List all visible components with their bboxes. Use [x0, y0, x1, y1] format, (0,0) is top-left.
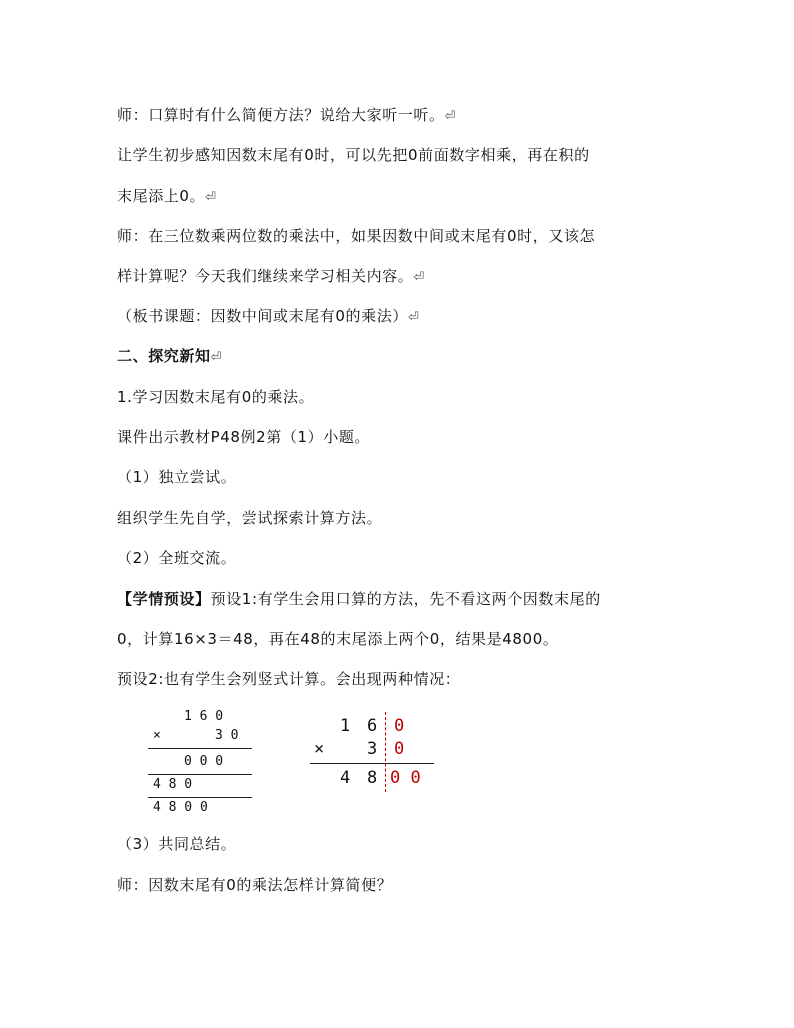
paragraph-mark-icon: ⏎	[413, 270, 425, 285]
calc1-row4: 4 8 0	[153, 777, 193, 792]
text-line	[117, 387, 314, 407]
text-line	[117, 105, 456, 127]
heading-text: 二、探究新知	[117, 347, 211, 365]
calc1-row1: 1 6 0	[184, 709, 224, 724]
text-line	[117, 508, 382, 528]
calc1-rule	[148, 748, 252, 749]
calc1-row3: 0 0 0	[184, 754, 224, 769]
line-text: 末尾添上0。	[117, 187, 206, 205]
paragraph-mark-icon: ⏎	[444, 109, 457, 124]
calc1-rule	[148, 797, 252, 798]
times-sign: ×	[314, 739, 325, 759]
calc1-row5: 4 8 0 0	[153, 800, 208, 815]
bold-label: 【学情预设】	[117, 590, 211, 608]
line-text: （1）独立尝试。	[117, 468, 237, 486]
text-line	[117, 266, 425, 288]
calc1-rule	[148, 774, 252, 775]
calc2-dashed-divider	[385, 712, 386, 792]
calc2-digit: 6	[367, 716, 378, 736]
line-text: 预设1:有学生会用口算的方法，先不看这两个因数末尾的	[210, 590, 601, 608]
paragraph-mark-icon: ⏎	[210, 350, 223, 365]
calc2-digit-red: 0	[394, 739, 405, 759]
text-line	[117, 548, 236, 568]
line-text: 预设2:也有学生会列竖式计算。会出现两种情况：	[117, 670, 461, 688]
text-line	[117, 306, 419, 328]
text-line	[117, 226, 595, 246]
line-text: 课件出示教材P48例2第（1）小题。	[117, 428, 371, 446]
line-text: 1.学习因数末尾有0的乘法。	[117, 388, 315, 406]
calc2-digit-red: 0 0	[390, 768, 421, 788]
text-line	[117, 629, 558, 649]
calc2-digit-red: 0	[394, 716, 405, 736]
calc2-rule	[310, 763, 434, 764]
line-text: （2）全班交流。	[117, 549, 237, 567]
line-text: （3）共同总结。	[117, 835, 237, 853]
text-line	[117, 875, 392, 895]
paragraph-mark-icon: ⏎	[205, 190, 217, 205]
vertical-calc-2	[310, 712, 440, 792]
line-text: 样计算呢？今天我们继续来学习相关内容。	[117, 267, 414, 285]
text-line	[117, 669, 460, 689]
section-heading	[117, 346, 222, 368]
line-text: （板书课题：因数中间或末尾有0的乘法）	[117, 307, 408, 325]
text-line	[117, 834, 236, 854]
text-line	[117, 145, 590, 165]
line-text: 师：口算时有什么简便方法？说给大家听一听。	[117, 106, 445, 124]
text-line	[117, 427, 370, 447]
calc2-digit: 8	[367, 768, 378, 788]
line-text: 师：在三位数乘两位数的乘法中，如果因数中间或末尾有0时，又该怎	[117, 227, 596, 245]
line-text: 让学生初步感知因数末尾有0时，可以先把0前面数字相乘，再在积的	[117, 146, 590, 164]
line-text: 0，计算16×3＝48，再在48的末尾添上两个0，结果是4800。	[117, 630, 559, 648]
text-line	[117, 467, 236, 487]
line-text: 师：因数末尾有0的乘法怎样计算简便？	[117, 876, 393, 894]
calc1-row2: 3 0	[215, 728, 239, 743]
line-text: 组织学生先自学，尝试探索计算方法。	[117, 509, 383, 527]
paragraph-mark-icon: ⏎	[407, 310, 420, 325]
times-sign: ×	[153, 728, 161, 743]
text-line	[117, 589, 601, 609]
calc2-digit: 3	[367, 739, 378, 759]
calc2-digit: 1	[340, 716, 351, 736]
calc2-digit: 4	[340, 768, 351, 788]
vertical-calc-1	[140, 705, 260, 815]
text-line	[117, 186, 217, 208]
